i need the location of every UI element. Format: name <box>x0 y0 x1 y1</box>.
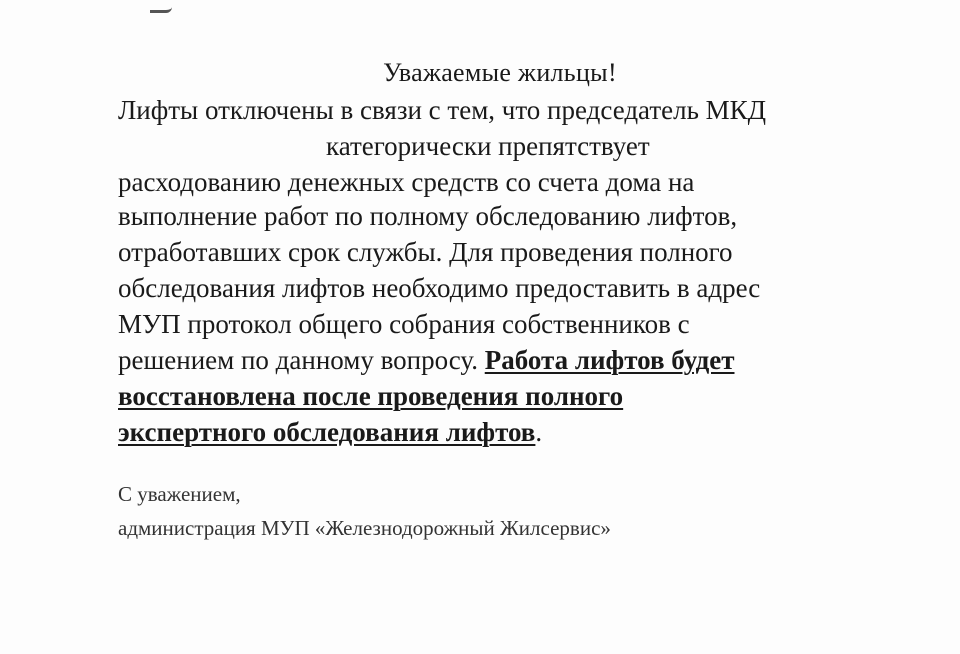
notice-line-2: категорически препятствует <box>326 131 650 161</box>
notice-line-5: отработавших срок службы. Для проведения полного <box>118 237 733 267</box>
closing-phrase: С уважением, <box>118 482 241 506</box>
notice-emphasis-start: Работа лифтов будет <box>484 345 735 375</box>
notice-line-1: Лифты отключены в связи с тем, что председатель МКД <box>118 95 767 125</box>
notice-line-3: расходованию денежных средств со счета дома на <box>118 167 695 197</box>
staple-mark <box>150 0 172 13</box>
notice-heading: Уважаемые жильцы! <box>383 58 617 87</box>
notice-emphasis-end: экспертного обследования лифтов <box>118 417 536 447</box>
notice-emphasis-middle: восстановлена после проведения полного <box>118 381 624 411</box>
notice-line-4: выполнение работ по полному обследованию лифтов, <box>118 201 738 231</box>
signature: администрация МУП «Железнодорожный Жилсервис» <box>118 516 611 540</box>
notice-line-8 <box>118 344 734 376</box>
notice-line-9 <box>118 380 623 412</box>
notice-line-8-plain: решением по данному вопросу. <box>118 345 485 375</box>
notice-line-7: МУП протокол общего собрания собственников с <box>118 309 690 339</box>
notice-line-6: обследования лифтов необходимо предоставить в адрес <box>118 273 761 303</box>
notice-line-10 <box>118 416 542 448</box>
notice-line-10-tail: . <box>535 417 543 447</box>
